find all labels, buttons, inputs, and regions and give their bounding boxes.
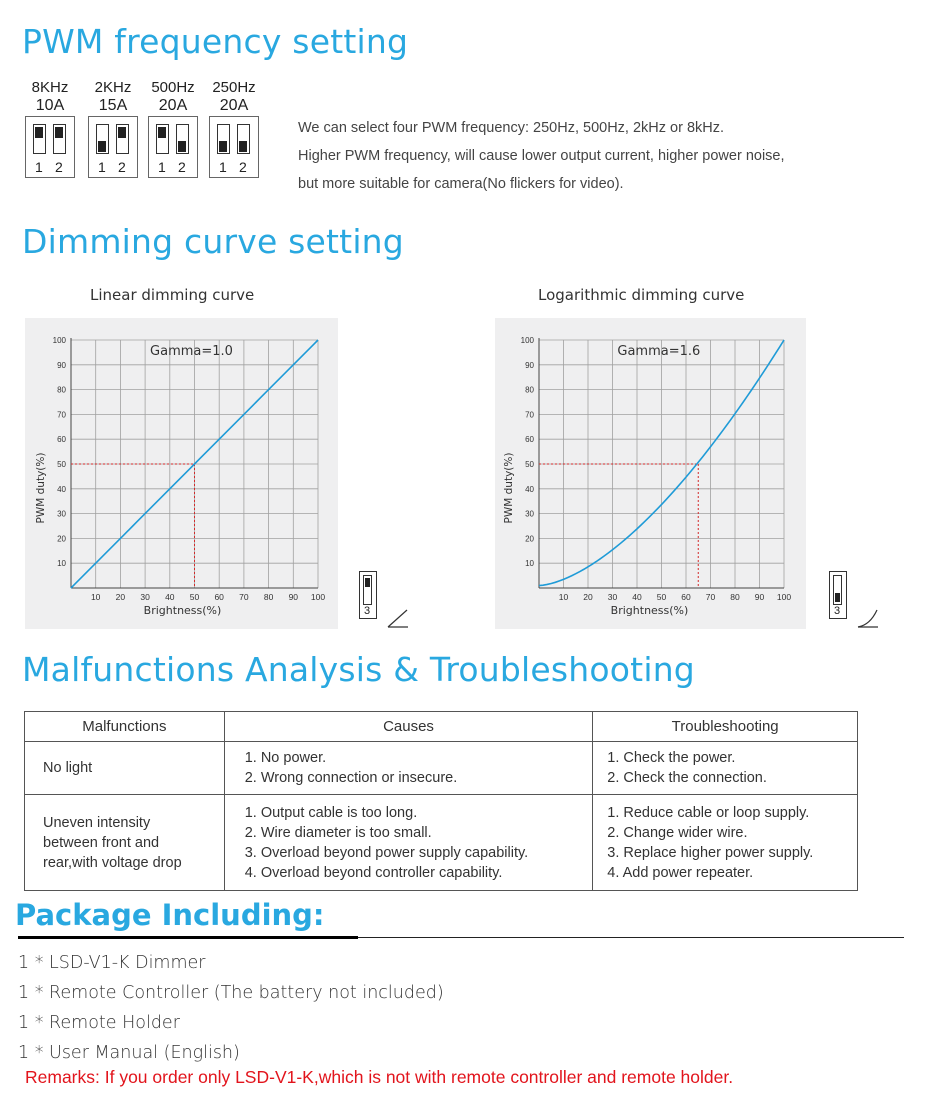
y-axis-label: PWM duty(%)	[503, 452, 515, 524]
pwm-description-line: We can select four PWM frequency: 250Hz, 500Hz, 2kHz or 8kHz.	[298, 120, 725, 136]
table-row	[25, 795, 858, 891]
dip-number-2: 2	[118, 159, 126, 175]
cell-line: 1. Reduce cable or loop supply.	[607, 804, 810, 821]
dip-knob	[98, 141, 106, 152]
y-tick-label: 50	[57, 460, 66, 469]
linear-curve-icon	[386, 605, 410, 629]
switch-number: 3	[364, 605, 371, 617]
dip-switch-box	[148, 116, 198, 178]
log-chart-panel	[495, 318, 806, 629]
y-tick-label: 90	[525, 360, 534, 370]
pwm-switch-frequency: 8KHz	[31, 79, 69, 96]
package-heading: Package Including:	[15, 898, 325, 932]
malfunctions-heading: Malfunctions Analysis & Troubleshooting	[22, 650, 695, 689]
y-tick-label: 90	[57, 360, 66, 370]
dip-slot-1	[33, 124, 46, 154]
linear-dip-switch	[359, 571, 377, 619]
y-axis-label: PWM duty(%)	[35, 452, 47, 524]
x-tick-label: 50	[189, 592, 200, 602]
x-tick-label: 50	[656, 592, 667, 602]
package-divider-accent	[18, 936, 358, 939]
x-tick-label: 20	[115, 592, 126, 602]
pwm-switch-current: 20A	[158, 97, 188, 114]
dip-slot-2	[53, 124, 66, 154]
cell-causes	[224, 742, 593, 795]
log-dip-switch	[829, 571, 847, 619]
cell-line: 1. Output cable is too long.	[244, 804, 418, 821]
dimming-curve-heading: Dimming curve setting	[22, 222, 404, 261]
dip-number-1: 1	[35, 159, 43, 175]
x-axis-label: Brightness(%)	[143, 604, 222, 617]
cell-line: 2. Check the connection.	[607, 770, 767, 786]
cell-malfunction	[25, 795, 225, 891]
pwm-switch-frequency: 500Hz	[151, 79, 195, 96]
x-tick-label: 70	[705, 592, 716, 602]
cell-line: 2. Wire diameter is too small.	[244, 824, 432, 841]
cell-troubleshooting	[593, 742, 858, 795]
cell-line: 2. Wrong connection or insecure.	[244, 770, 458, 786]
dip-number-1: 1	[219, 159, 227, 175]
x-tick-label: 90	[754, 592, 765, 602]
gamma-annotation: Gamma=1.0	[150, 343, 233, 359]
dip-knob	[118, 127, 126, 138]
dip-knob	[178, 141, 186, 152]
cell-troubleshooting	[593, 795, 858, 891]
x-tick-label: 40	[632, 592, 642, 602]
switch-knob	[365, 578, 370, 587]
header-causes: Causes	[224, 712, 593, 742]
cell-line: No light	[43, 760, 93, 776]
dip-number-1: 1	[158, 159, 166, 175]
x-tick-label: 60	[214, 592, 224, 602]
y-tick-label: 60	[525, 435, 534, 445]
x-tick-label: 10	[558, 592, 569, 602]
x-tick-label: 90	[288, 592, 299, 602]
remarks-text: Remarks: If you order only LSD-V1-K,which is not with remote controller and remote holder.	[25, 1067, 734, 1087]
x-tick-label: 100	[776, 592, 792, 602]
y-tick-label: 40	[525, 484, 534, 494]
y-tick-label: 10	[57, 559, 66, 569]
package-item: 1 * User Manual (English)	[18, 1043, 240, 1063]
dip-number-1: 1	[98, 159, 106, 175]
cell-line: rear,with voltage drop	[43, 854, 182, 871]
package-item: 1 * Remote Controller (The battery not included)	[18, 983, 444, 1003]
dip-slot-2	[237, 124, 250, 154]
y-tick-label: 60	[57, 435, 66, 445]
y-tick-label: 100	[520, 336, 534, 345]
y-tick-label: 30	[57, 509, 66, 519]
x-tick-label: 20	[583, 592, 593, 602]
y-tick-label: 40	[57, 484, 66, 494]
x-tick-label: 30	[140, 592, 150, 602]
x-axis-label: Brightness(%)	[610, 604, 689, 617]
pwm-frequency-heading: PWM frequency setting	[22, 22, 409, 61]
cell-line: 1. No power.	[244, 750, 327, 766]
header-malfunctions: Malfunctions	[25, 712, 225, 742]
pwm-switch-current: 20A	[219, 97, 249, 114]
dip-knob	[239, 141, 247, 152]
switch-knob	[835, 593, 840, 602]
dip-slot-1	[217, 124, 230, 154]
pwm-switch-3	[145, 80, 201, 178]
dip-switch-box	[88, 116, 138, 178]
malfunctions-table	[24, 711, 858, 891]
pwm-switch-current: 10A	[35, 97, 65, 114]
cell-line: between front and	[43, 834, 160, 851]
dip-number-2: 2	[178, 159, 186, 175]
y-tick-label: 70	[525, 410, 534, 420]
switch-number: 3	[834, 605, 841, 617]
dip-knob	[35, 127, 43, 138]
x-tick-label: 80	[263, 592, 274, 602]
x-tick-label: 60	[681, 592, 691, 602]
cell-line: 1. Check the power.	[607, 750, 736, 766]
cell-malfunction	[25, 742, 225, 795]
pwm-description-line: but more suitable for camera(No flickers for video).	[298, 176, 624, 192]
pwm-description	[298, 114, 785, 198]
dip-slot-1	[96, 124, 109, 154]
y-tick-label: 80	[57, 385, 66, 395]
pwm-switch-frequency: 2KHz	[94, 79, 132, 96]
pwm-switch-1	[22, 80, 78, 178]
dip-slot-2	[116, 124, 129, 154]
dip-switch-box	[25, 116, 75, 178]
table-row	[25, 742, 858, 795]
log-dimming-chart	[495, 318, 806, 629]
gamma-annotation: Gamma=1.6	[617, 343, 701, 359]
dip-slot-1	[156, 124, 169, 154]
header-troubleshooting: Troubleshooting	[593, 712, 858, 742]
cell-line: Uneven intensity	[43, 814, 151, 831]
cell-line: 3. Overload beyond power supply capability.	[244, 844, 529, 861]
y-tick-label: 20	[525, 534, 534, 544]
pwm-description-line: Higher PWM frequency, will cause lower output current, higher power noise,	[298, 148, 785, 164]
y-tick-label: 70	[57, 410, 66, 420]
dip-number-2: 2	[239, 159, 247, 175]
cell-line: 2. Change wider wire.	[607, 824, 748, 841]
y-tick-label: 20	[57, 534, 66, 544]
linear-chart-title: Linear dimming curve	[90, 286, 255, 304]
dip-knob	[219, 141, 227, 152]
linear-chart-panel	[25, 318, 338, 629]
cell-line: 3. Replace higher power supply.	[607, 844, 814, 861]
y-tick-label: 10	[525, 559, 534, 569]
y-tick-label: 30	[525, 509, 534, 519]
y-tick-label: 100	[52, 336, 66, 345]
pwm-switch-frequency: 250Hz	[212, 79, 256, 96]
pwm-switch-4	[206, 80, 262, 178]
x-tick-label: 70	[239, 592, 249, 602]
package-item: 1 * LSD-V1-K Dimmer	[18, 953, 206, 973]
dip-switch-box	[209, 116, 259, 178]
dip-knob	[158, 127, 166, 138]
log-curve-icon	[856, 605, 880, 629]
log-chart-title: Logarithmic dimming curve	[538, 286, 745, 304]
dip-knob	[55, 127, 63, 138]
package-item: 1 * Remote Holder	[18, 1013, 180, 1033]
x-tick-label: 10	[90, 592, 101, 602]
dip-slot-2	[176, 124, 189, 154]
linear-dimming-chart	[25, 318, 338, 629]
cell-line: 4. Overload beyond controller capability.	[244, 864, 503, 881]
pwm-switch-current: 15A	[98, 97, 128, 114]
dip-number-2: 2	[55, 159, 63, 175]
table-header-row	[25, 712, 858, 742]
x-tick-label: 100	[310, 592, 326, 602]
y-tick-label: 80	[525, 385, 534, 395]
cell-causes	[224, 795, 593, 891]
pwm-switch-2	[85, 80, 141, 178]
cell-line: 4. Add power repeater.	[607, 864, 754, 881]
package-list	[18, 948, 444, 1068]
x-tick-label: 40	[165, 592, 175, 602]
y-tick-label: 50	[525, 460, 534, 469]
x-tick-label: 80	[730, 592, 740, 602]
x-tick-label: 30	[607, 592, 618, 602]
